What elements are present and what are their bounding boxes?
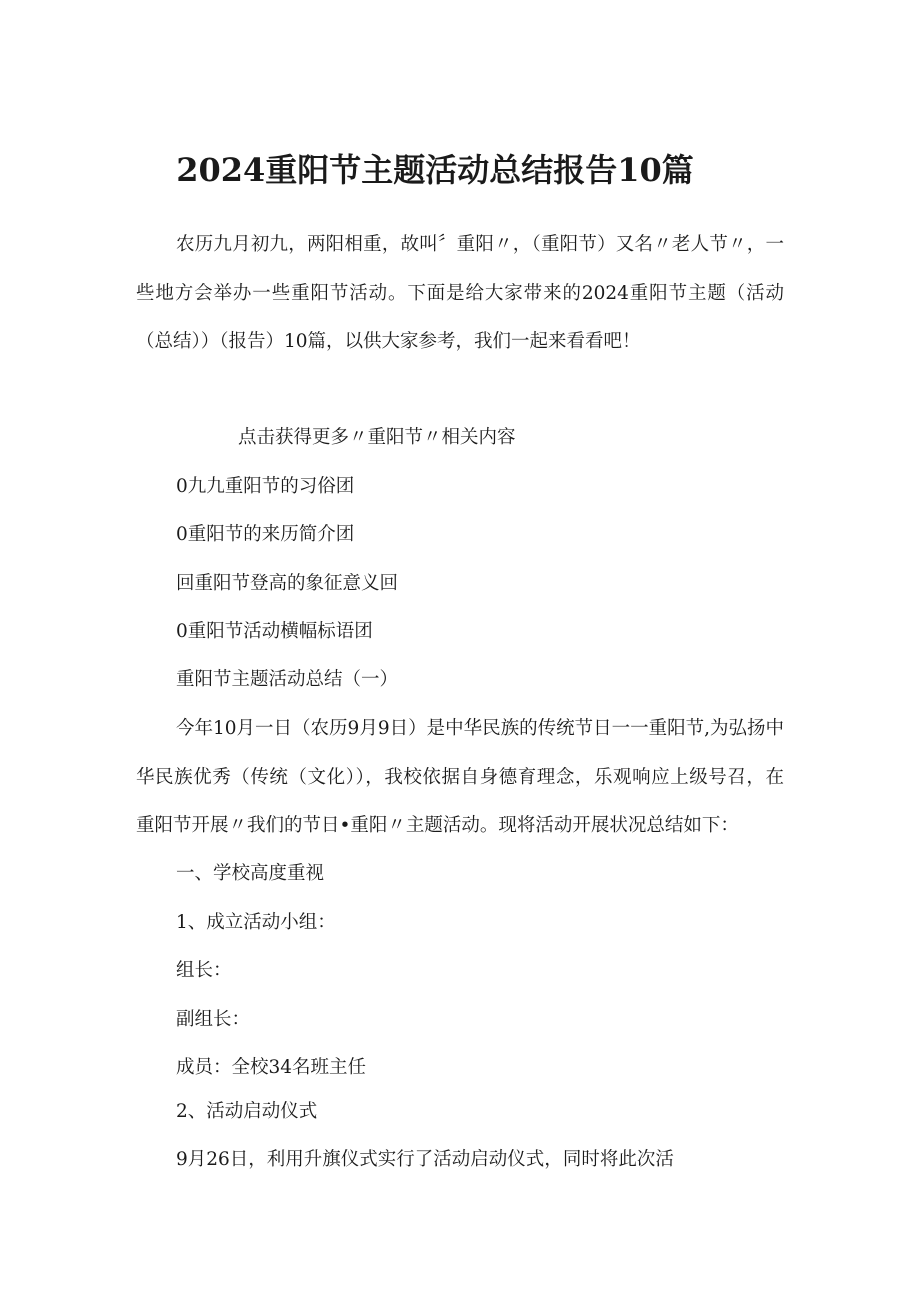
intro-line: （总结））（报告）10篇，以供大家参考，我们一起来看看吧！ <box>136 331 641 352</box>
related-link[interactable]: 0重阳节活动横幅标语团 <box>176 621 373 642</box>
related-link[interactable]: 0九九重阳节的习俗团 <box>176 476 355 497</box>
body-line: 重阳节开展〃我们的节日•重阳〃主题活动。现将活动开展状况总结如下： <box>136 815 739 836</box>
related-header: 点击获得更多〃重阳节〃相关内容 <box>238 427 516 448</box>
members-line: 成员：全校34名班主任 <box>176 1057 367 1078</box>
related-link[interactable]: 0重阳节的来历简介团 <box>176 524 355 545</box>
heading-1: 一、学校高度重视 <box>176 863 325 884</box>
document-title: 2024重阳节主题活动总结报告10篇 <box>176 151 694 189</box>
intro-line: 些地方会举办一些重阳节活动。下面是给大家带来的2024重阳节主题（活动 <box>136 283 784 304</box>
item-2: 2、活动启动仪式 <box>176 1101 318 1122</box>
body-line: 今年10月一日（农历9月9日）是中华民族的传统节日一一重阳节,为弘扬中 <box>176 718 784 739</box>
leader-line: 组长： <box>176 960 232 981</box>
body-line: 华民族优秀（传统（文化）），我校依据自身德育理念，乐观响应上级号召，在 <box>136 767 784 788</box>
section-title: 重阳节主题活动总结（一） <box>176 669 399 690</box>
item-1: 1、成立活动小组： <box>176 912 336 933</box>
intro-line: 农历九月初九，两阳相重，故叫〞重阳〃，（重阳节）又名〃老人节〃，一 <box>176 234 784 255</box>
vice-leader-line: 副组长： <box>176 1009 251 1030</box>
related-link[interactable]: 回重阳节登高的象征意义回 <box>176 573 399 594</box>
body-line: 9月26日，利用升旗仪式实行了活动启动仪式，同时将此次活 <box>176 1149 674 1170</box>
